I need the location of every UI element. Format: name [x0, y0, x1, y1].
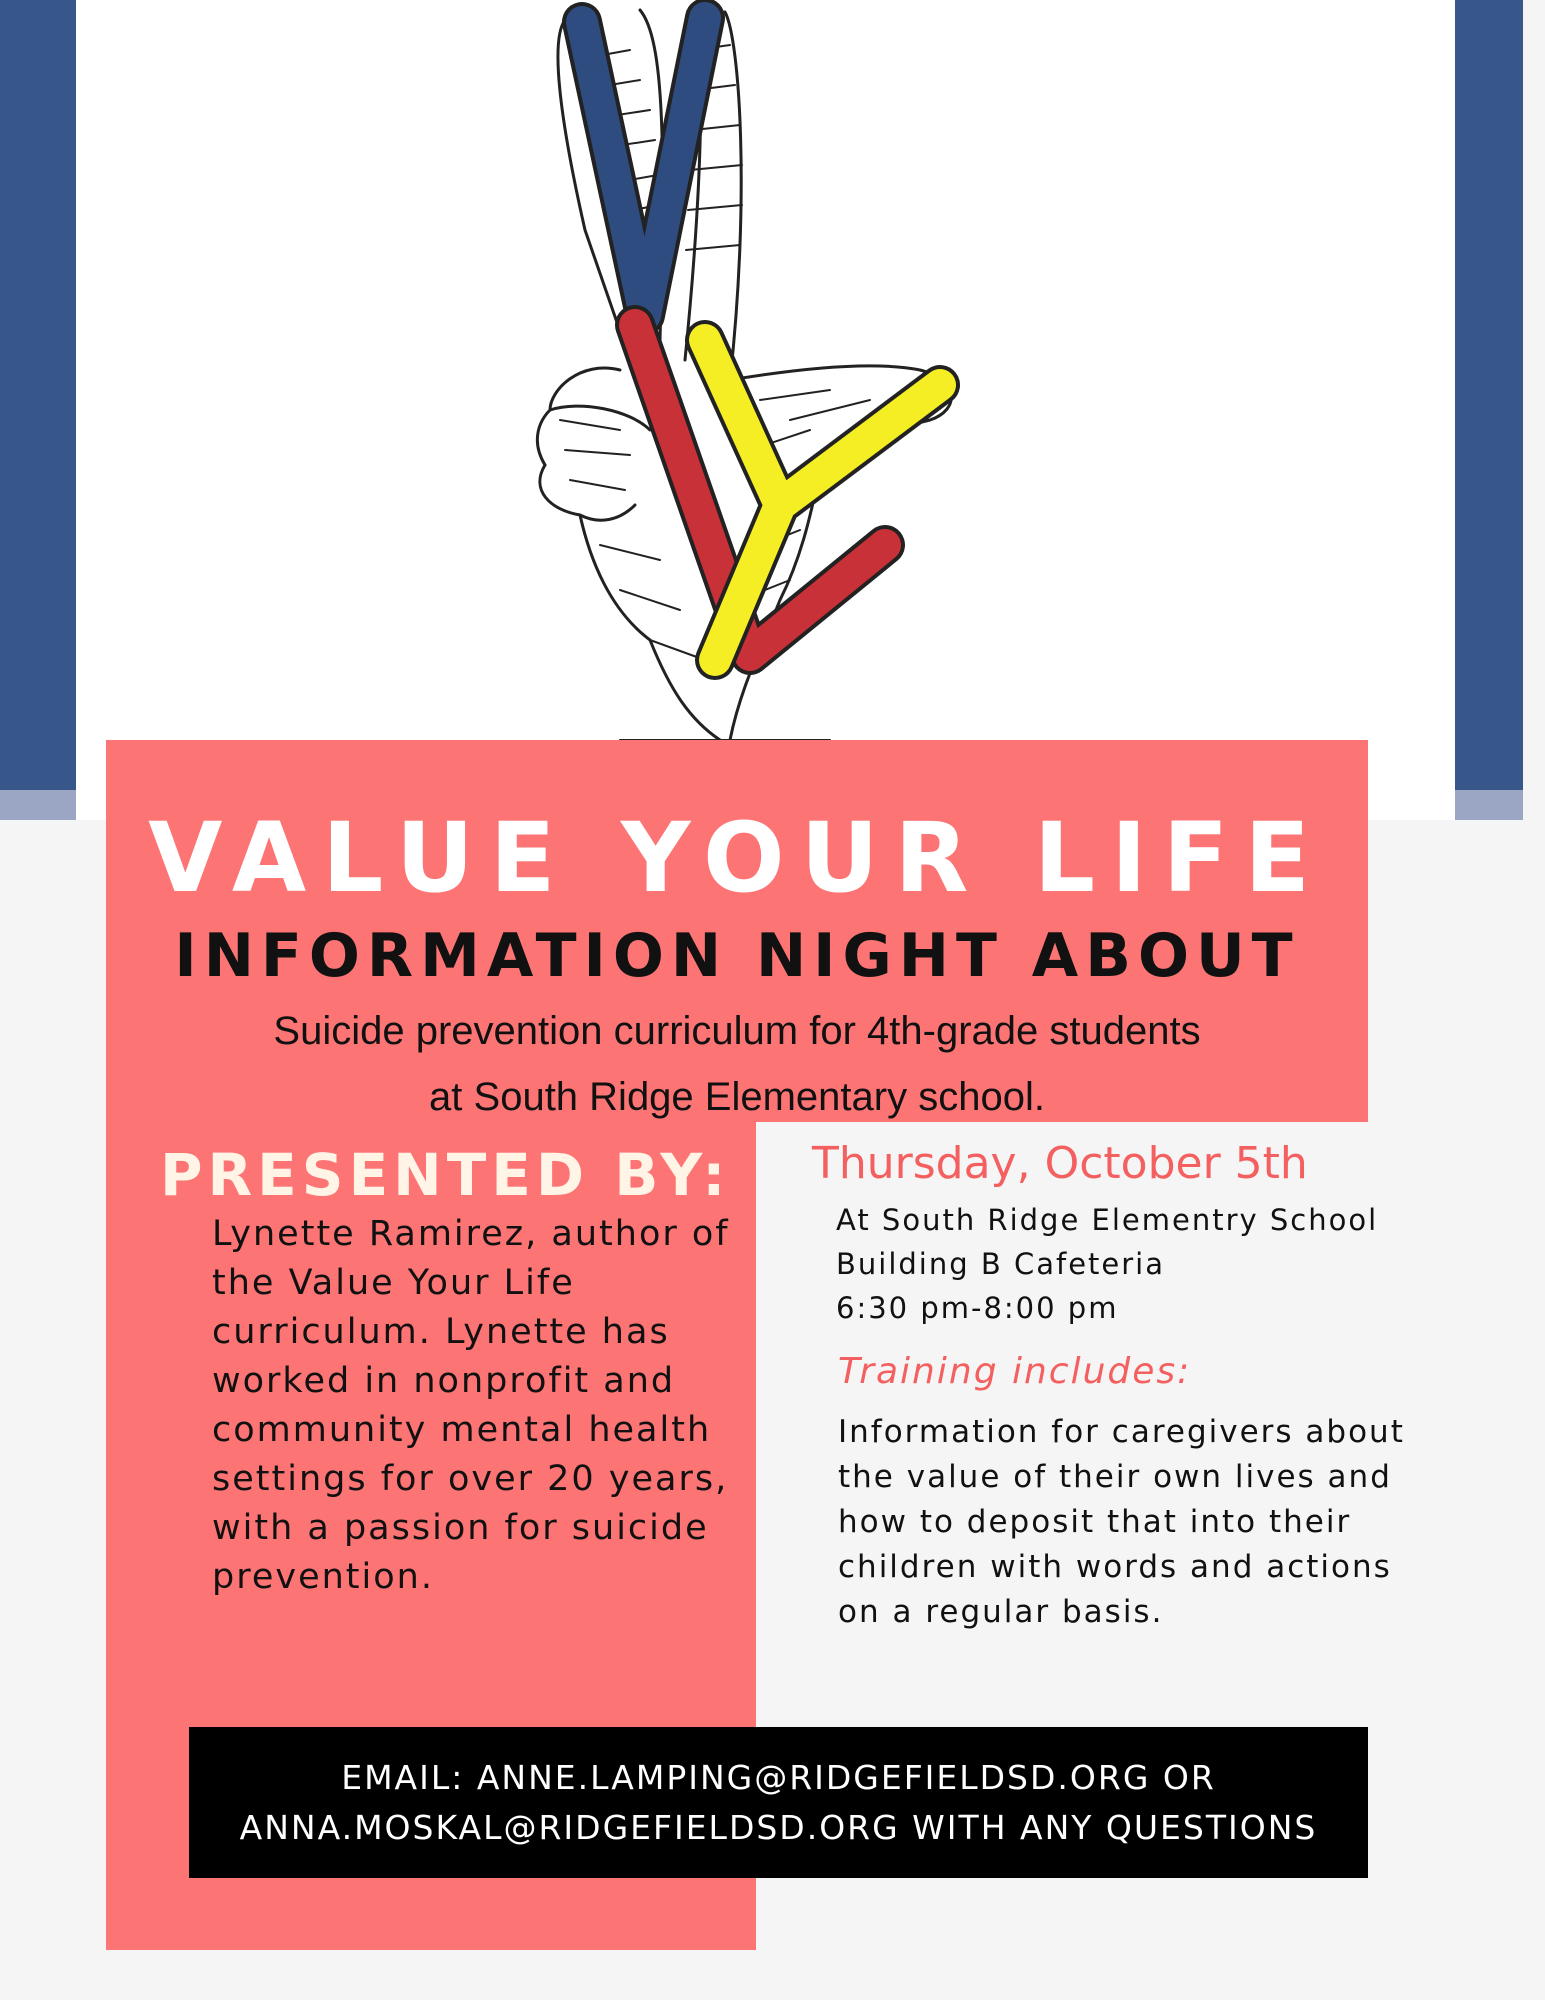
training-body: Information for caregivers about the value of their own lives and how to deposit that into their children with words and actions on a regular basis. — [838, 1414, 1405, 1630]
left-band-shadow — [0, 790, 76, 820]
description-line: at South Ridge Elementary school. — [429, 1075, 1045, 1119]
right-band-shadow — [1455, 790, 1523, 820]
page-title: VALUE YOUR LIFE — [148, 802, 1326, 914]
event-description — [106, 998, 1368, 1130]
presenter-bio: Lynette Ramirez, author of the Value Your Life curriculum. Lynette has worked in nonprofit and community mental health settings for over 20 years, with a passion for suicide prevention. — [212, 1214, 730, 1597]
right-blue-band — [1455, 0, 1523, 790]
presented-by-heading: PRESENTED BY: — [160, 1141, 731, 1209]
left-blue-band — [0, 0, 76, 790]
description-line: Suicide prevention curriculum for 4th-grade students — [273, 1009, 1201, 1053]
contact-line: ANNA.MOSKAL@RIDGEFIELDSD.ORG WITH ANY QUESTIONS — [239, 1808, 1318, 1847]
page-subtitle: INFORMATION NIGHT ABOUT — [174, 921, 1300, 991]
contact-banner — [189, 1727, 1368, 1878]
event-details — [836, 1198, 1456, 1330]
peace-sign-hand-vyl-icon — [490, 0, 1110, 830]
event-date: Thursday, October 5th — [812, 1138, 1308, 1189]
training-heading: Training includes: — [838, 1351, 1192, 1392]
event-location: At South Ridge Elementry School — [836, 1203, 1379, 1237]
event-time: 6:30 pm-8:00 pm — [836, 1291, 1119, 1325]
event-room: Building B Cafeteria — [836, 1247, 1166, 1281]
contact-line: EMAIL: ANNE.LAMPING@RIDGEFIELDSD.ORG OR — [341, 1758, 1216, 1797]
